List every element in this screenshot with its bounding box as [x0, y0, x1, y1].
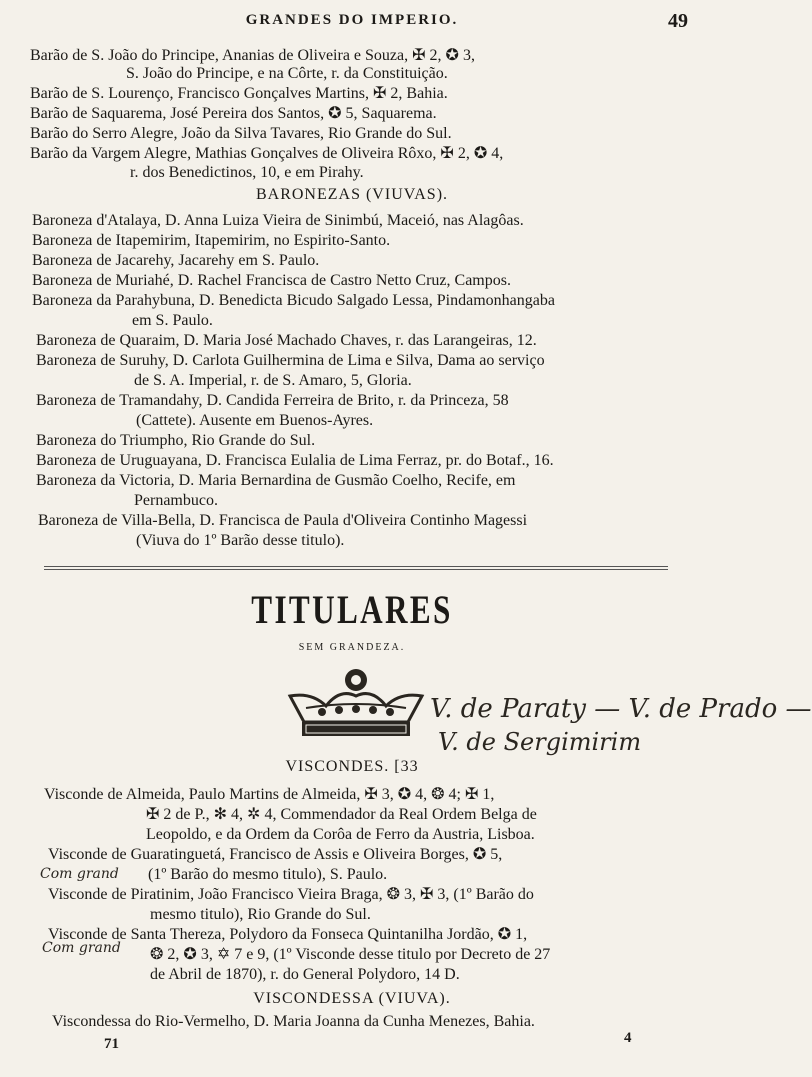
entry-line: Baroneza da Parahybuna, D. Benedicta Bicudo Salgado Lessa, Pindamonhangaba — [32, 292, 555, 309]
entry-line: Baroneza de Jacarehy, Jacarehy em S. Paulo. — [32, 252, 320, 269]
entry-line: Baroneza da Victoria, D. Maria Bernardina de Gusmão Coelho, Recife, em — [36, 472, 516, 489]
handwritten-note-line2: V. de Sergimirim — [438, 728, 642, 756]
entry-line: Visconde de Santa Thereza, Polydoro da Fonseca Quintanilha Jordão, ✪ 1, — [48, 926, 528, 943]
entry-line: (Viuva do 1º Barão desse titulo). — [136, 532, 345, 549]
entry-line: Barão de Saquarema, José Pereira dos Santos, ✪ 5, Saquarema. — [30, 105, 437, 122]
entry-line: Viscondessa do Rio-Vermelho, D. Maria Joanna da Cunha Menezes, Bahia. — [52, 1013, 535, 1030]
entry-line: Visconde de Almeida, Paulo Martins de Almeida, ✠ 3, ✪ 4, ❂ 4; ✠ 1, — [44, 786, 495, 803]
titulares-title: TITULARES — [251, 587, 453, 632]
viscondes-title: VISCONDES. — [285, 758, 390, 775]
section-divider — [44, 566, 668, 570]
entry-line: Barão do Serro Alegre, João da Silva Tavares, Rio Grande do Sul. — [30, 125, 452, 142]
viscondessa-title: VISCONDESSA (VIUVA). — [253, 990, 451, 1007]
baronezas-title: BARONEZAS (VIUVAS). — [255, 186, 449, 203]
entry-line: Baroneza de Quaraim, D. Maria José Machado Chaves, r. das Larangeiras, 12. — [36, 332, 537, 349]
entry-line: Baroneza de Itapemirim, Itapemirim, no Espirito-Santo. — [32, 232, 391, 249]
entry-line: Baroneza de Tramandahy, D. Candida Ferreira de Brito, r. da Princeza, 58 — [36, 392, 509, 409]
margin-note-b: Com grand — [42, 940, 121, 956]
entry-line: em S. Paulo. — [132, 312, 213, 329]
entry-line: Visconde de Piratinim, João Francisco Vieira Braga, ❂ 3, ✠ 3, (1º Barão do — [48, 886, 534, 903]
handwritten-note-line1: V. de Paraty — V. de Prado — — [430, 694, 812, 724]
margin-note-a: Com grand — [40, 866, 119, 882]
titulares-subtitle: SEM GRANDEZA. — [298, 642, 406, 653]
entry-line: Baroneza de Muriahé, D. Rachel Francisca de Castro Netto Cruz, Campos. — [32, 272, 511, 289]
running-head: GRANDES DO IMPERIO. — [245, 12, 459, 28]
entry-line: ✠ 2 de P., ✻ 4, ✲ 4, Commendador da Real Ordem Belga de — [146, 806, 537, 823]
entry-line: Baroneza de Villa-Bella, D. Francisca de Paula d'Oliveira Continho Magessi — [38, 512, 528, 529]
entry-line: Baroneza d'Atalaya, D. Anna Luiza Vieira de Sinimbú, Maceió, nas Alagôas. — [32, 212, 524, 229]
page-header — [0, 6, 704, 36]
footer-left: 71 — [104, 1036, 119, 1052]
viscondes-heading — [0, 758, 704, 776]
viscondes-mark: [33 — [394, 758, 419, 775]
entry-line: Barão da Vargem Alegre, Mathias Gonçalves de Oliveira Rôxo, ✠ 2, ✪ 4, — [30, 145, 504, 162]
entry-line: mesmo titulo), Rio Grande do Sul. — [150, 906, 371, 923]
footer-right: 4 — [624, 1030, 632, 1046]
entry-line: Leopoldo, e da Ordem da Corôa de Ferro da Austria, Lisboa. — [146, 826, 535, 843]
entry-line: de S. A. Imperial, r. de S. Amaro, 5, Gloria. — [134, 372, 412, 389]
entry-line: (Cattete). Ausente em Buenos-Ayres. — [136, 412, 374, 429]
entry-line: r. dos Benedictinos, 10, e em Pirahy. — [130, 164, 364, 181]
entry-line: S. João do Principe, e na Côrte, r. da Constituição. — [126, 65, 448, 82]
entry-line: Barão de S. Lourenço, Francisco Gonçalves Martins, ✠ 2, Bahia. — [30, 85, 448, 102]
entry-line: (1º Barão do mesmo titulo), S. Paulo. — [148, 866, 388, 883]
page-number: 49 — [668, 10, 688, 32]
entry-line: Barão de S. João do Principe, Ananias de Oliveira e Souza, ✠ 2, ✪ 3, — [30, 47, 475, 64]
entry-line: Visconde de Guaratinguetá, Francisco de Assis e Oliveira Borges, ✪ 5, — [48, 846, 503, 863]
entry-line: Baroneza do Triumpho, Rio Grande do Sul. — [36, 432, 316, 449]
entry-line: Baroneza de Suruhy, D. Carlota Guilhermina de Lima e Silva, Dama ao serviço — [36, 352, 545, 369]
entry-line: de Abril de 1870), r. do General Polydoro, 14 D. — [150, 966, 460, 983]
entry-line: Pernambuco. — [134, 492, 218, 509]
entry-line: Baroneza de Uruguayana, D. Francisca Eulalia de Lima Ferraz, pr. do Botaf., 16. — [36, 452, 554, 469]
crown-icon — [276, 666, 436, 746]
entry-line: ❂ 2, ✪ 3, ✡ 7 e 9, (1º Visconde desse titulo por Decreto de 27 — [150, 946, 551, 963]
